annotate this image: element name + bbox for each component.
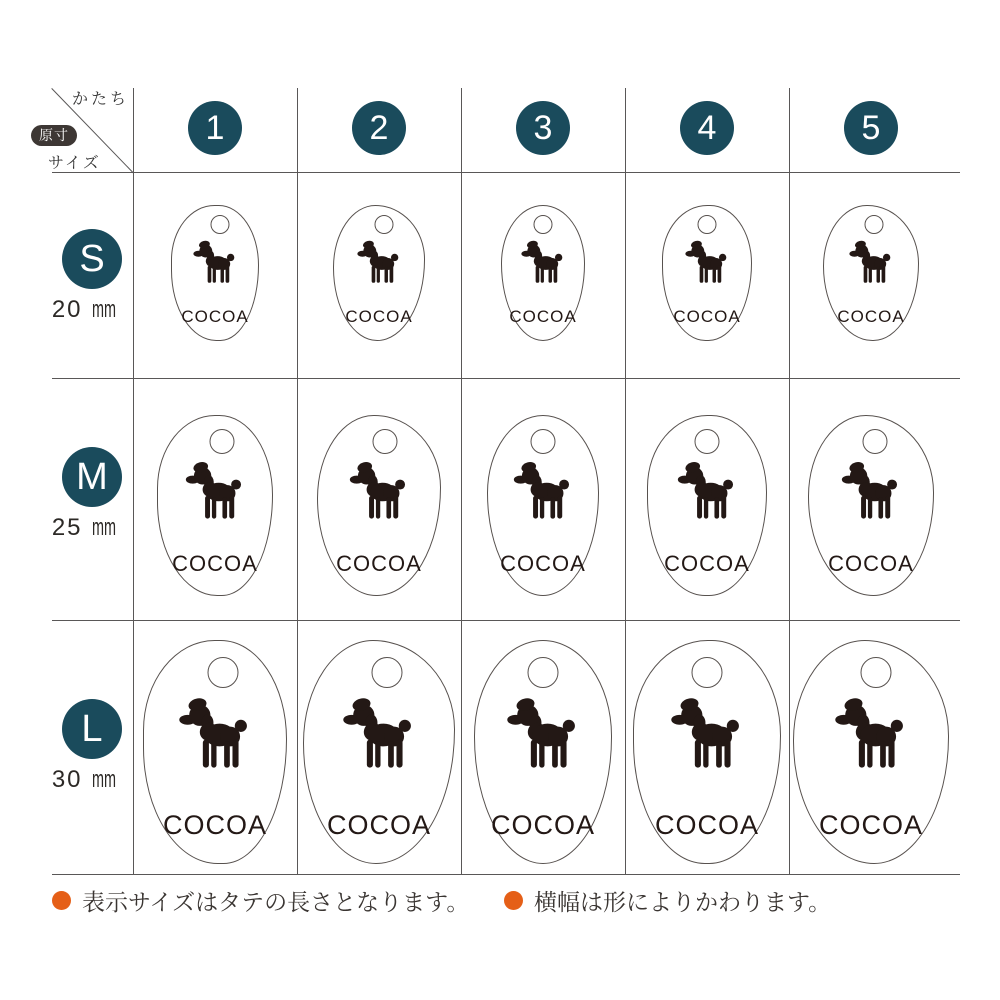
toy-poodle-silhouette-icon	[684, 240, 730, 286]
strap-hole	[374, 215, 393, 234]
toy-poodle-silhouette-icon	[356, 240, 402, 286]
toy-poodle-silhouette-icon	[512, 461, 574, 523]
tag-cell-l4	[625, 620, 789, 874]
keychain-tag-shape	[647, 415, 766, 596]
tag-cell-s4	[625, 172, 789, 378]
strap-hole	[371, 657, 402, 688]
footnote-size-direction	[52, 884, 469, 917]
toy-poodle-silhouette-icon	[505, 697, 581, 773]
strap-hole	[531, 429, 556, 454]
tag-cell-s5	[789, 172, 953, 378]
footnote-width-varies	[504, 884, 831, 917]
corner-size-label: サイズ	[48, 155, 101, 172]
keychain-tag-shape	[823, 205, 918, 341]
size-mm-label: 25 mm	[51, 514, 117, 541]
strap-hole	[528, 657, 559, 688]
tag-cell-m3	[461, 378, 625, 620]
tag-cell-m5	[789, 378, 953, 620]
keychain-tag-shape	[157, 415, 273, 596]
tag-cell-m2	[297, 378, 461, 620]
pet-name-label: COCOA	[172, 551, 258, 577]
shape-number-5: 5	[844, 101, 898, 155]
tag-cell-l5	[789, 620, 953, 874]
toy-poodle-silhouette-icon	[848, 240, 894, 286]
tag-cell-s3	[461, 172, 625, 378]
pet-name-label: COCOA	[162, 809, 267, 840]
strap-hole	[211, 215, 230, 234]
strap-hole	[208, 657, 239, 688]
keychain-tag-shape	[474, 640, 613, 864]
size-letter-badge: L	[62, 699, 122, 759]
tag-cell-m1	[133, 378, 297, 620]
pet-name-label: COCOA	[500, 551, 586, 577]
keychain-tag-shape	[501, 205, 585, 341]
pet-name-label: COCOA	[326, 809, 431, 840]
toy-poodle-silhouette-icon	[348, 461, 410, 523]
size-letter-badge: S	[62, 229, 122, 289]
size-row-label-l	[50, 699, 134, 794]
pet-name-label: COCOA	[345, 306, 413, 326]
toy-poodle-silhouette-icon	[177, 697, 253, 773]
toy-poodle-silhouette-icon	[840, 461, 902, 523]
tag-cell-l3	[461, 620, 625, 874]
tag-cell-l1	[133, 620, 297, 874]
toy-poodle-silhouette-icon	[669, 697, 745, 773]
strap-hole	[860, 657, 891, 688]
shape-number-2: 2	[352, 101, 406, 155]
pet-name-label: COCOA	[181, 306, 249, 326]
keychain-tag-shape	[793, 640, 950, 864]
size-letter-badge: M	[62, 447, 122, 507]
tag-cell-s2	[297, 172, 461, 378]
tag-cell-l2	[297, 620, 461, 874]
keychain-tag-shape	[303, 640, 455, 864]
pet-name-label: COCOA	[509, 306, 577, 326]
keychain-tag-shape	[808, 415, 935, 596]
strap-hole	[373, 429, 398, 454]
strap-hole	[691, 657, 722, 688]
strap-hole	[862, 429, 887, 454]
toy-poodle-silhouette-icon	[833, 697, 909, 773]
footnote-text: 横幅は形によりかわります。	[534, 889, 832, 915]
shape-number-1: 1	[188, 101, 242, 155]
bullet-dot-icon	[52, 891, 71, 910]
pet-name-label: COCOA	[490, 809, 595, 840]
tag-cell-m4	[625, 378, 789, 620]
bullet-dot-icon	[504, 891, 523, 910]
shape-number-4: 4	[680, 101, 734, 155]
footnote-text: 表示サイズはタテの長さとなります。	[82, 889, 470, 915]
keychain-tag-shape	[633, 640, 781, 864]
size-row-label-s	[50, 229, 134, 324]
keychain-tag-shape	[143, 640, 286, 864]
pet-name-label: COCOA	[654, 809, 759, 840]
toy-poodle-silhouette-icon	[676, 461, 738, 523]
grid-line-horizontal	[52, 874, 960, 875]
toy-poodle-silhouette-icon	[341, 697, 417, 773]
pet-name-label: COCOA	[818, 809, 923, 840]
strap-hole	[209, 429, 234, 454]
size-mm-label: 20 mm	[51, 296, 117, 323]
shape-number-3: 3	[516, 101, 570, 155]
strap-hole	[694, 429, 719, 454]
keychain-tag-shape	[662, 205, 752, 341]
pet-name-label: COCOA	[673, 306, 741, 326]
toy-poodle-silhouette-icon	[520, 240, 566, 286]
keychain-tag-shape	[333, 205, 425, 341]
pet-name-label: COCOA	[664, 551, 750, 577]
keychain-tag-shape	[171, 205, 258, 341]
tag-cell-s1	[133, 172, 297, 378]
toy-poodle-silhouette-icon	[192, 240, 238, 286]
strap-hole	[698, 215, 717, 234]
size-mm-label: 30 mm	[51, 766, 117, 793]
keychain-tag-shape	[317, 415, 440, 596]
size-row-label-m	[50, 447, 134, 542]
actual-size-badge: 原寸	[31, 125, 77, 146]
keychain-tag-shape	[487, 415, 599, 596]
toy-poodle-silhouette-icon	[184, 461, 246, 523]
pet-name-label: COCOA	[828, 551, 914, 577]
strap-hole	[864, 215, 883, 234]
strap-hole	[534, 215, 553, 234]
corner-shape-label: かたち	[72, 91, 130, 108]
pet-name-label: COCOA	[336, 551, 422, 577]
pet-name-label: COCOA	[837, 306, 905, 326]
